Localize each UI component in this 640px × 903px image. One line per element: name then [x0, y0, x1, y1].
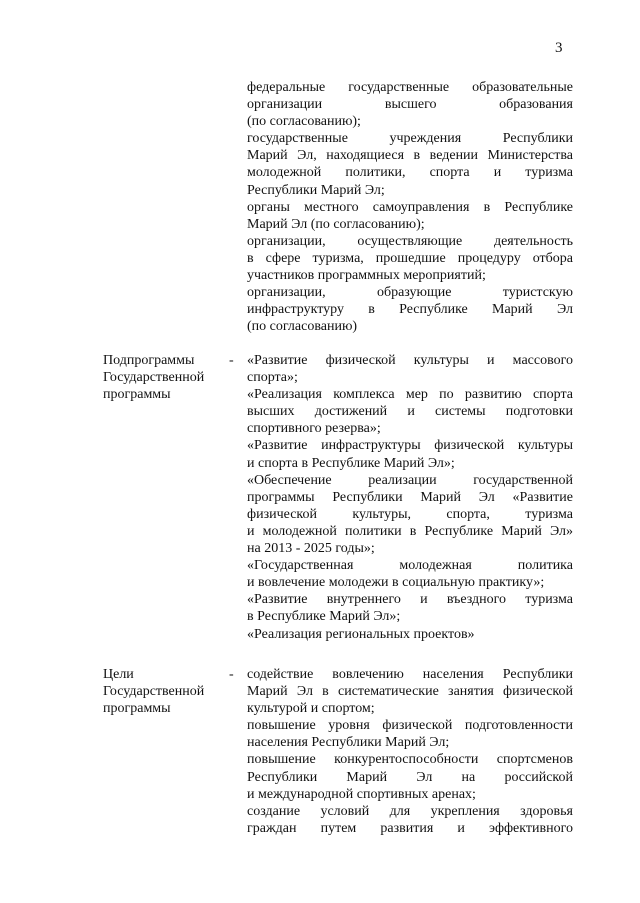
participants-content	[247, 79, 573, 335]
goals-dash: -	[229, 667, 234, 682]
goals-label: Цели Государственной программы	[103, 667, 205, 717]
text-line: на 2013 - 2025 годы»;	[247, 541, 375, 557]
text-line: физической культуры, спорта, туризма	[247, 506, 573, 522]
text-line: «Реализация комплекса мер по развитию спорта	[247, 387, 573, 403]
text-line: и спорта в Республике Марий Эл»;	[247, 455, 455, 471]
text-line: государственные учреждения Республики	[247, 131, 573, 147]
text-line: и международной спортивных аренах;	[247, 786, 476, 802]
text-line: органы местного самоуправления в Республике	[247, 199, 573, 215]
text-line: Марий Эл (по согласованию);	[247, 216, 425, 232]
text-line: культурой и спортом;	[247, 701, 375, 717]
text-line: повышение конкурентоспособности спортсменов	[247, 752, 573, 768]
text-line: «Развитие внутреннего и въездного туризма	[247, 592, 573, 608]
text-line: «Государственная молодежная политика	[247, 558, 573, 574]
text-line: Марий Эл в систематические занятия физической	[247, 684, 573, 700]
text-line: Республики Марий Эл на российской	[247, 769, 573, 785]
text-line: спортивного резерва»;	[247, 421, 381, 437]
text-line: инфраструктуру в Республике Марий Эл	[247, 302, 573, 318]
text-line: и вовлечение молодежи в социальную практику»;	[247, 575, 545, 591]
text-line: «Обеспечение реализации государственной	[247, 472, 573, 488]
text-line: (по согласованию);	[247, 114, 361, 130]
text-line: содействие вовлечению населения Республики	[247, 667, 573, 682]
text-line: Марий Эл, находящиеся в ведении Министерства	[247, 148, 573, 164]
goals-content	[247, 666, 573, 837]
text-line: «Реализация региональных проектов»	[247, 626, 475, 642]
text-line: создание условий для укрепления здоровья	[247, 803, 573, 819]
text-line: спорта»;	[247, 370, 298, 386]
text-line: повышение уровня физической подготовленности	[247, 718, 573, 734]
text-line: Республики Марий Эл;	[247, 182, 385, 198]
text-line: в Республике Марий Эл»;	[247, 609, 401, 625]
text-line: «Развитие инфраструктуры физической культуры	[247, 438, 573, 454]
text-line: молодежной политики, спорта и туризма	[247, 165, 573, 181]
page-number: 3	[555, 40, 563, 56]
subprograms-content	[247, 352, 573, 643]
text-line: граждан путем развития и эффективного	[247, 820, 573, 836]
text-line: федеральные государственные образовательные	[247, 80, 573, 95]
text-line: участников программных мероприятий;	[247, 268, 486, 284]
text-line: организации, осуществляющие деятельность	[247, 233, 573, 249]
subprograms-dash: -	[229, 353, 234, 368]
text-line: высших достижений и системы подготовки	[247, 404, 573, 420]
text-line: «Развитие физической культуры и массового	[247, 353, 573, 368]
text-line: организации высшего образования	[247, 97, 573, 113]
text-line: программы Республики Марий Эл «Развитие	[247, 489, 573, 505]
subprograms-label: Подпрограммы Государственной программы	[103, 353, 205, 403]
text-line: и молодежной политики в Республике Марий Эл»	[247, 523, 573, 539]
text-line: в сфере туризма, прошедшие процедуру отбора	[247, 250, 573, 266]
text-line: населения Республики Марий Эл;	[247, 735, 450, 751]
text-line: (по согласованию)	[247, 319, 358, 335]
text-line: организации, образующие туристскую	[247, 285, 573, 301]
